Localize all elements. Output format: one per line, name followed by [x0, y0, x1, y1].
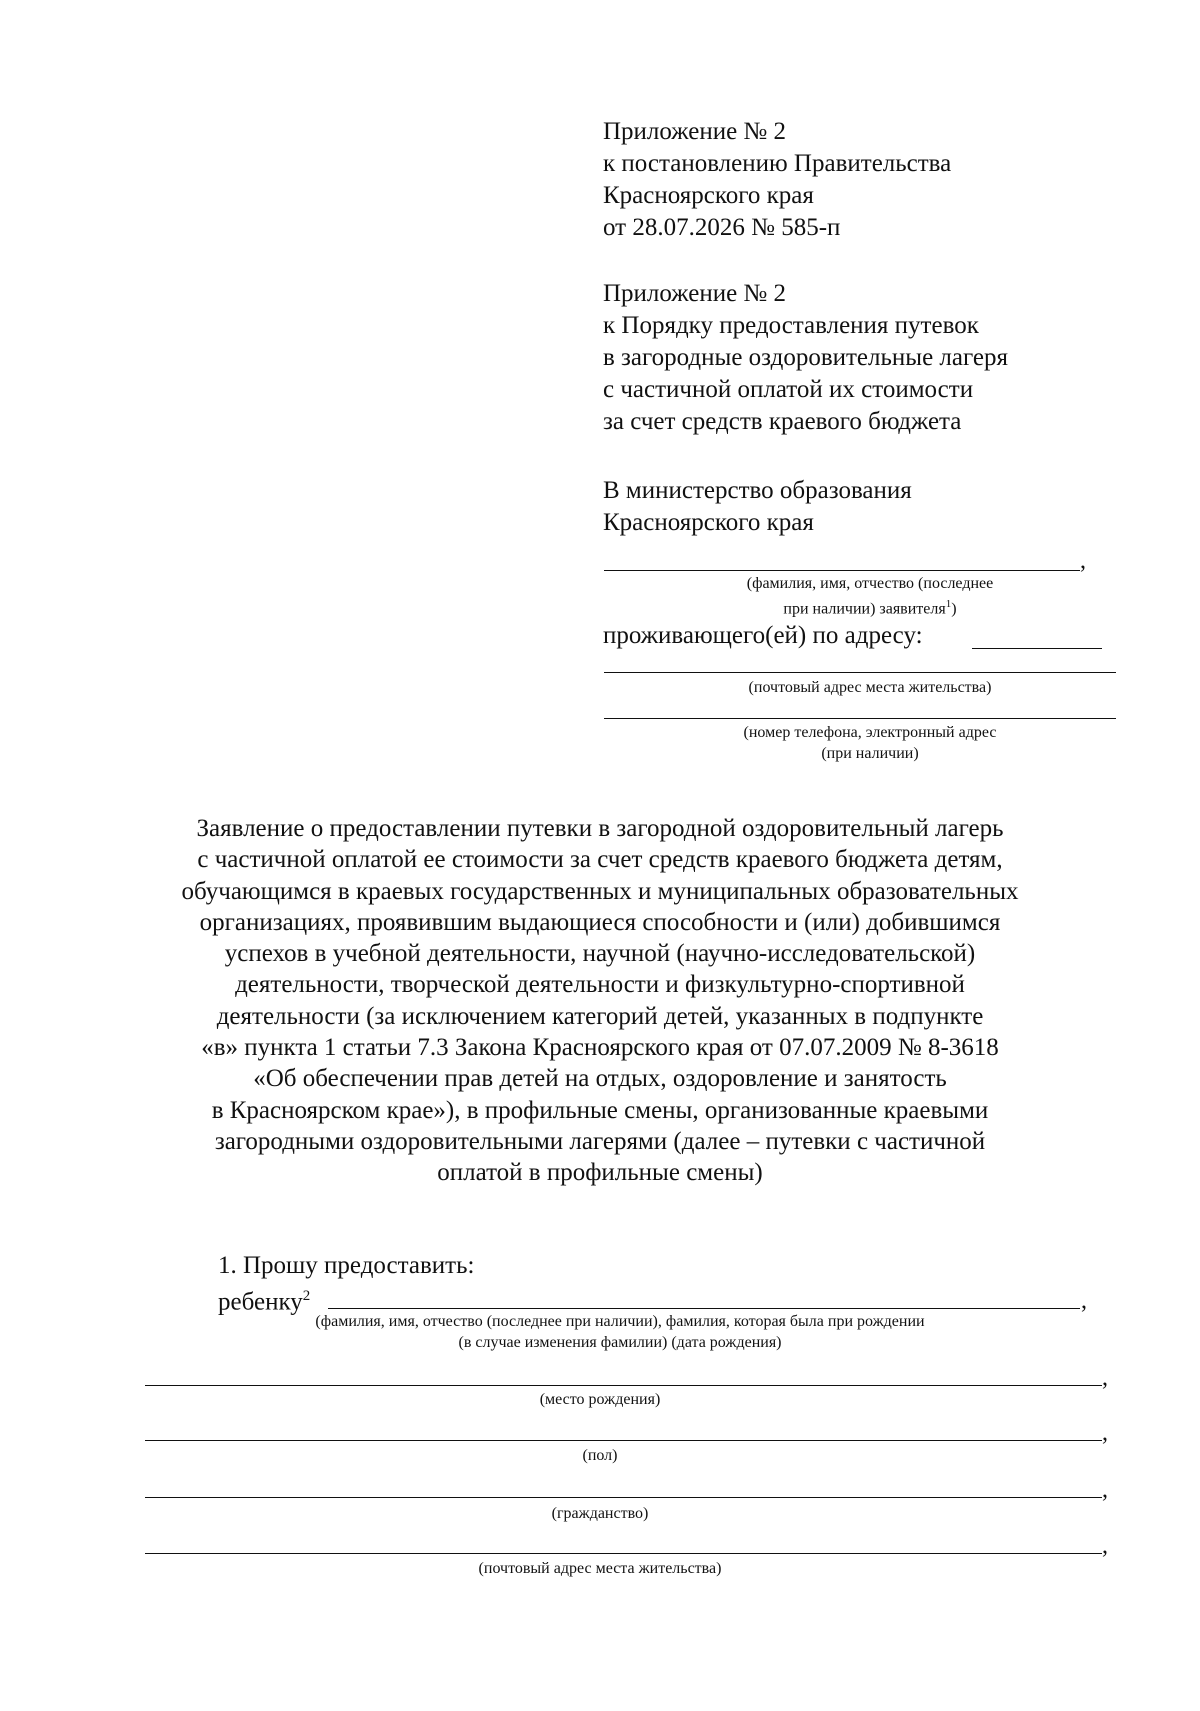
title-line: успехов в учебной деятельности, научной (научно-исследовательской) [224, 940, 976, 968]
child-name-caption: (фамилия, имя, отчество (последнее при наличии), фамилия, которая была при рождении (в случае изменения фамилии) (дата рождения) [315, 1313, 925, 1351]
residing-label: проживающего(ей) по адресу: [603, 622, 923, 649]
child-name-field-line[interactable] [328, 1308, 1080, 1309]
annex-line: от 28.07.2026 № 585-п [603, 214, 841, 241]
annex-block-procedure [603, 278, 1163, 438]
contact-caption: (номер телефона, электронный адрес (при наличии) [743, 724, 997, 762]
section-1-heading: 1. Прошу предоставить: [218, 1252, 475, 1279]
citizenship-field-line[interactable] [145, 1497, 1102, 1498]
contact-field-line[interactable] [604, 718, 1116, 719]
comma: , [1080, 548, 1086, 574]
child-label: ребенку$^2$ [218, 1288, 311, 1316]
residing-address-field-line[interactable] [972, 648, 1102, 649]
addressee-line: В министерство образования [603, 477, 912, 504]
title-line: деятельности (за исключением категорий детей, указанных в подпункте [216, 1002, 984, 1030]
title-line: с частичной оплатой ее стоимости за счет средств краевого бюджета детям, [197, 846, 1003, 874]
applicant-name-field-line[interactable] [604, 570, 1080, 571]
annex-line: Красноярского края [603, 182, 814, 209]
applicant-name-caption: (фамилия, имя, отчество (последнее при наличии) заявителя$^1$) [746, 575, 994, 618]
annex-line: к постановлению Правительства [603, 150, 952, 177]
comma: , [1102, 1533, 1108, 1559]
child-postal-address-field-line[interactable] [145, 1553, 1102, 1554]
annex-block-decree [603, 116, 1163, 244]
title-line: обучающимся в краевых государственных и муниципальных образовательных [181, 877, 1019, 905]
title-line: деятельности, творческой деятельности и физкультурно-спортивной [235, 971, 965, 999]
comma: , [1081, 1288, 1087, 1314]
addressee-line: Красноярского края [603, 509, 814, 536]
annex-line: за счет средств краевого бюджета [603, 408, 962, 435]
comma: , [1102, 1477, 1108, 1503]
sex-field-line[interactable] [145, 1440, 1102, 1441]
postal-address-field-line[interactable] [604, 672, 1116, 673]
citizenship-caption: (гражданство) [551, 1505, 649, 1522]
title-line: «в» пункта 1 статьи 7.3 Закона Красноярского края от 07.07.2009 № 8-3618 [201, 1034, 999, 1062]
annex-line: Приложение № 2 [603, 118, 787, 145]
application-title [100, 813, 1100, 1189]
birthplace-caption: (место рождения) [539, 1391, 661, 1408]
annex-line: к Порядку предоставления путевок [603, 312, 979, 339]
title-line: загородными оздоровительными лагерями (далее – путевки с частичной [214, 1127, 986, 1155]
child-postal-address-caption: (почтовый адрес места жительства) [478, 1560, 722, 1577]
title-line: «Об обеспечении прав детей на отдых, оздоровление и занятость [253, 1065, 947, 1093]
title-line: оплатой в профильные смены) [437, 1159, 763, 1187]
title-line: организациях, проявившим выдающиеся способности и (или) добившимся [199, 908, 1001, 936]
postal-address-caption: (почтовый адрес места жительства) [748, 679, 992, 696]
addressee-block [603, 475, 1163, 539]
sex-caption: (пол) [582, 1447, 618, 1464]
annex-line: Приложение № 2 [603, 280, 787, 307]
birthplace-field-line[interactable] [145, 1385, 1102, 1386]
annex-line: с частичной оплатой их стоимости [603, 376, 974, 403]
title-line: в Красноярском крае»), в профильные смены, организованные краевыми [211, 1096, 989, 1124]
comma: , [1102, 1420, 1108, 1446]
comma: , [1102, 1365, 1108, 1391]
annex-line: в загородные оздоровительные лагеря [603, 344, 1009, 371]
title-line: Заявление о предоставлении путевки в загородной оздоровительный лагерь [196, 815, 1004, 842]
